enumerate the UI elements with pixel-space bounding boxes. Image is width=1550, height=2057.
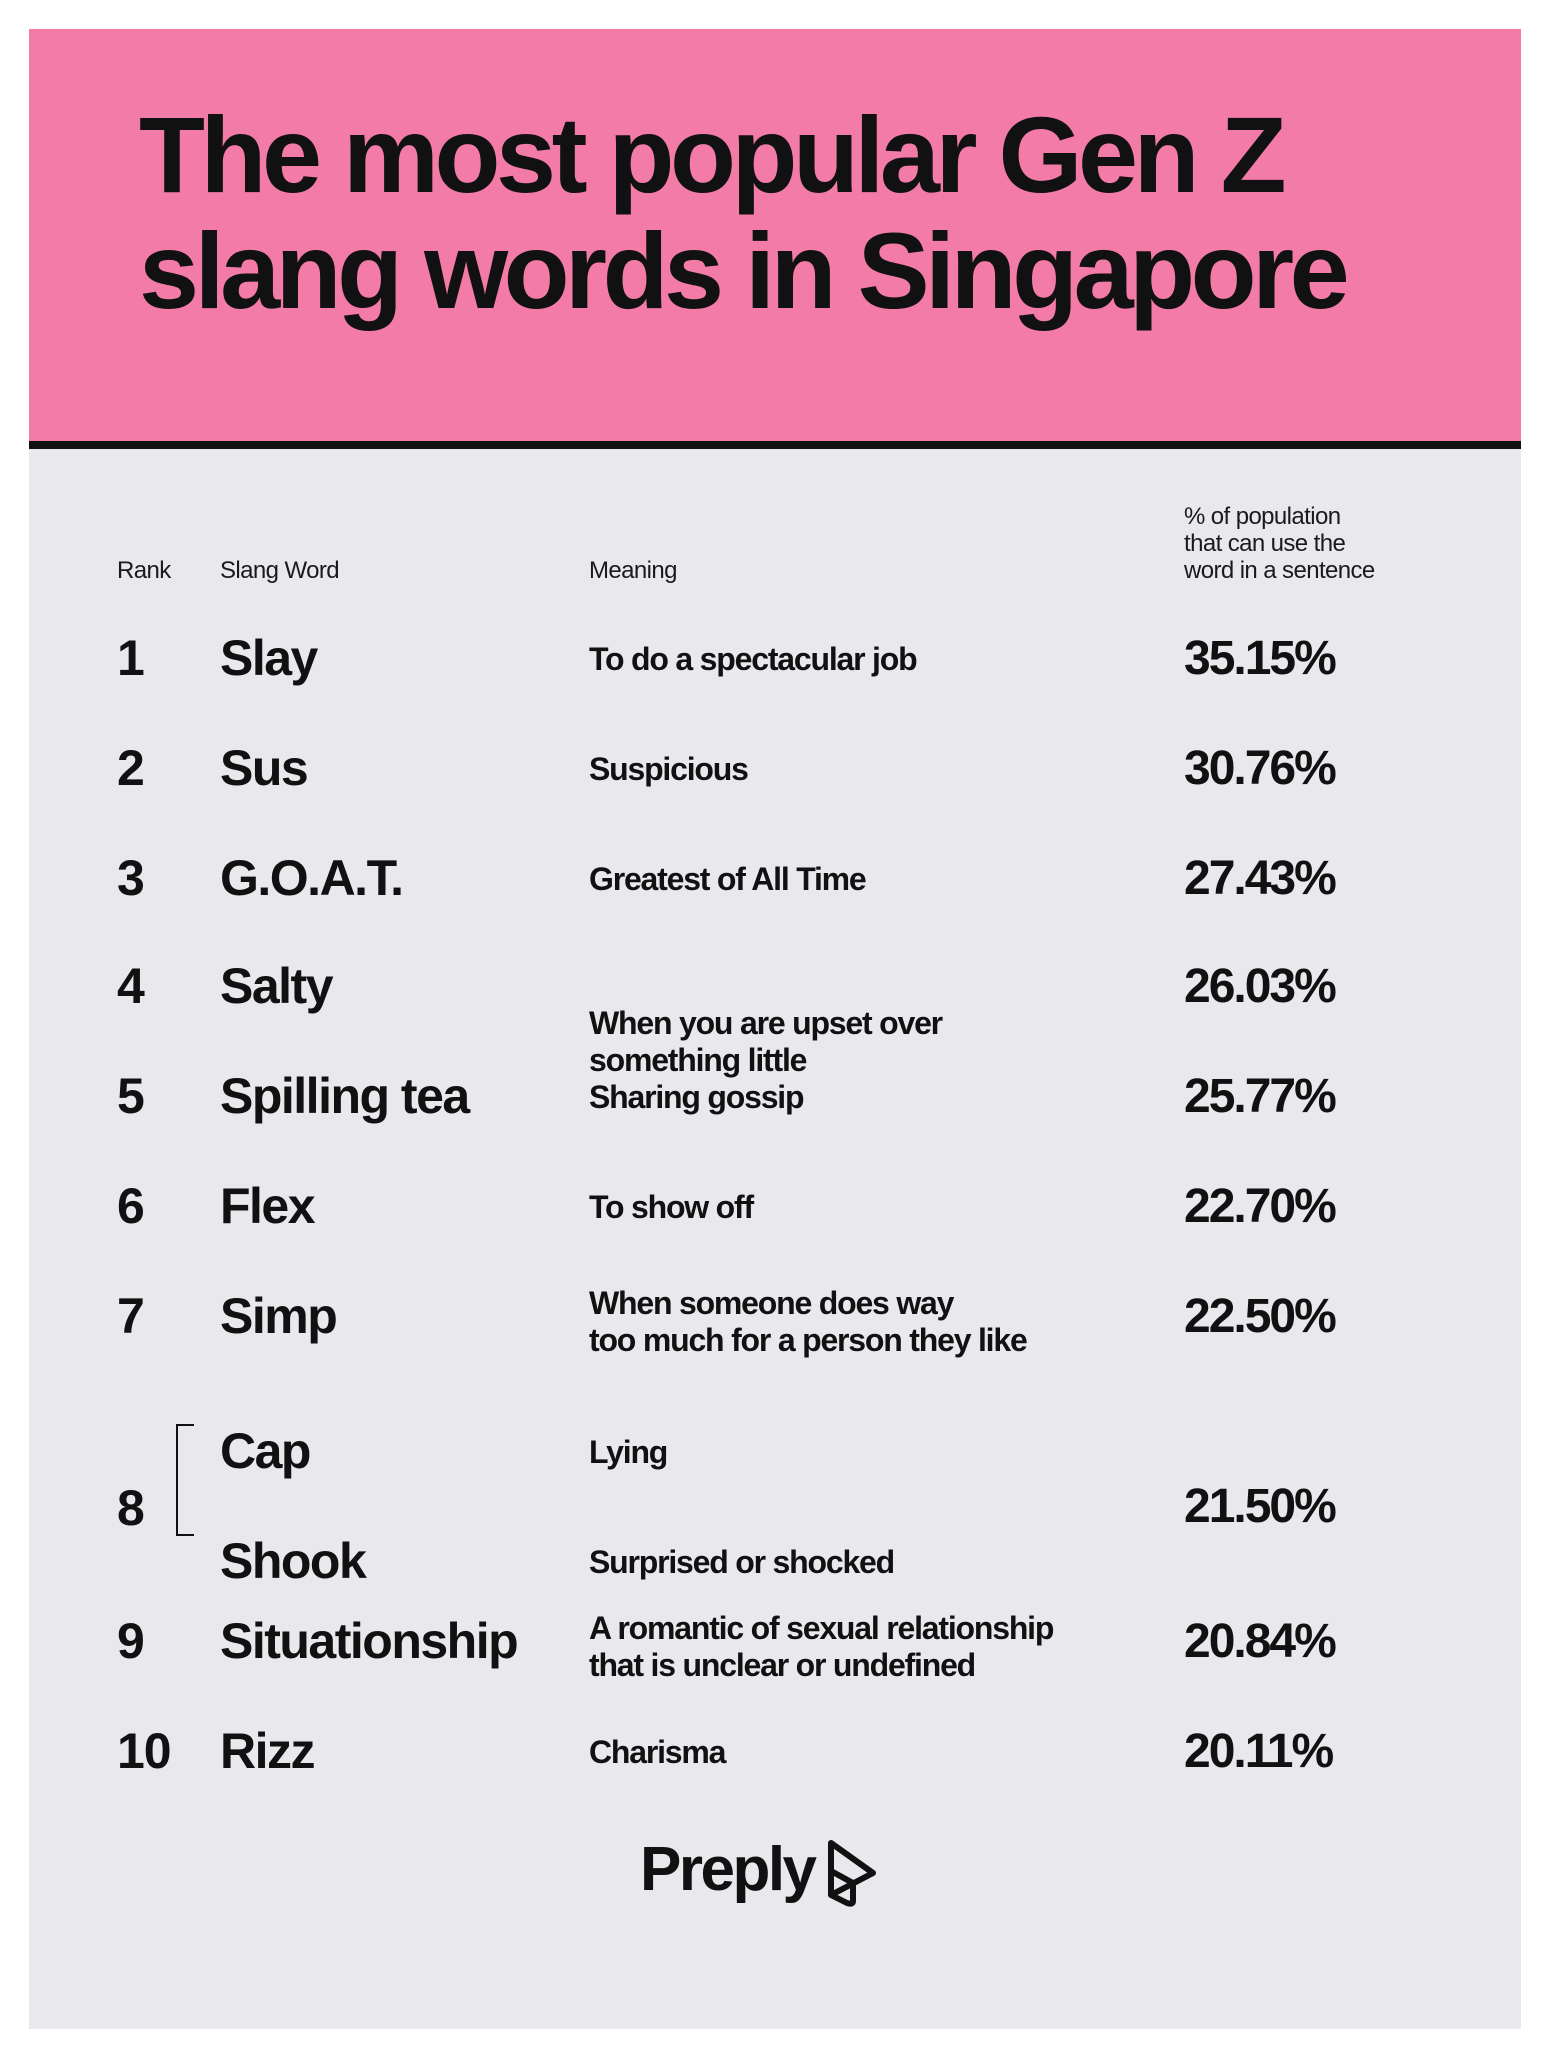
header-percent-line-3: word in a sentence xyxy=(1184,557,1375,584)
title-banner xyxy=(29,29,1521,441)
percent-cell: 25.77% xyxy=(1184,1070,1335,1123)
header-percent xyxy=(1184,503,1375,584)
meaning-cell xyxy=(589,1189,753,1226)
percent-cell: 27.43% xyxy=(1184,852,1335,905)
meaning-cell xyxy=(589,1079,803,1116)
slang-word-cell: Salty xyxy=(220,958,333,1014)
preply-logo-icon xyxy=(823,1837,881,1907)
slang-word-cell: G.O.A.T. xyxy=(220,850,403,906)
percent-cell: 26.03% xyxy=(1184,960,1335,1013)
slang-word-cell: Simp xyxy=(220,1288,337,1344)
slang-word-cell: Sus xyxy=(220,740,308,796)
meaning-cell xyxy=(589,1544,894,1581)
preply-logo xyxy=(640,1829,881,1909)
meaning-cell xyxy=(589,1434,667,1471)
meaning-cell xyxy=(589,1734,725,1771)
rank-cell: 7 xyxy=(117,1288,144,1344)
slang-word-cell: Situationship xyxy=(220,1613,518,1669)
rank-8-bracket xyxy=(176,1424,194,1536)
slang-word-cell: Rizz xyxy=(220,1723,314,1779)
meaning-line: To show off xyxy=(589,1189,753,1225)
meaning-line: Sharing gossip xyxy=(589,1079,804,1115)
header-meaning: Meaning xyxy=(589,557,677,584)
percent-cell: 21.50% xyxy=(1184,1480,1335,1533)
meaning-line: Greatest of All Time xyxy=(589,861,866,897)
slang-word-cell: Cap xyxy=(220,1423,310,1479)
meaning-cell xyxy=(589,861,866,898)
slang-word-cell: Slay xyxy=(220,630,317,686)
title-line-1: The most popular Gen Z xyxy=(139,94,1283,215)
banner-divider xyxy=(29,441,1521,449)
title-line-2: slang words in Singapore xyxy=(139,210,1346,331)
header-slang-word: Slang Word xyxy=(220,557,339,584)
meaning-line: When you are upset over xyxy=(589,1005,942,1041)
rank-cell: 2 xyxy=(117,740,144,796)
rank-cell: 8 xyxy=(117,1480,144,1536)
page-title xyxy=(139,94,1499,331)
meaning-cell xyxy=(589,641,916,678)
slang-word-cell: Shook xyxy=(220,1533,366,1589)
rank-cell: 6 xyxy=(117,1178,144,1234)
percent-cell: 20.84% xyxy=(1184,1615,1335,1668)
meaning-line: To do a spectacular job xyxy=(589,641,917,677)
percent-cell: 35.15% xyxy=(1184,632,1335,685)
meaning-line: Lying xyxy=(589,1434,668,1470)
meaning-line: Charisma xyxy=(589,1734,726,1770)
rank-cell: 10 xyxy=(117,1723,171,1779)
percent-cell: 20.11% xyxy=(1184,1725,1333,1778)
percent-cell: 22.50% xyxy=(1184,1290,1335,1343)
meaning-cell xyxy=(589,1610,1053,1684)
meaning-cell xyxy=(589,751,748,788)
meaning-line: that is unclear or undefined xyxy=(589,1647,976,1683)
rank-cell: 9 xyxy=(117,1613,144,1669)
header-percent-line-2: that can use the xyxy=(1184,530,1346,557)
meaning-line: When someone does way xyxy=(589,1285,954,1321)
header-percent-line-1: % of population xyxy=(1184,503,1341,530)
percent-cell: 22.70% xyxy=(1184,1180,1335,1233)
meaning-line: A romantic of sexual relationship xyxy=(589,1610,1054,1646)
infographic-card xyxy=(29,29,1521,2029)
rank-cell: 3 xyxy=(117,850,144,906)
rank-cell: 4 xyxy=(117,958,144,1014)
slang-word-cell: Spilling tea xyxy=(220,1068,469,1124)
logo-wordmark: Preply xyxy=(640,1834,815,1904)
rank-cell: 5 xyxy=(117,1068,144,1124)
meaning-line: too much for a person they like xyxy=(589,1322,1027,1358)
rank-cell: 1 xyxy=(117,630,144,686)
percent-cell: 30.76% xyxy=(1184,742,1335,795)
slang-word-cell: Flex xyxy=(220,1178,315,1234)
meaning-line: Surprised or shocked xyxy=(589,1544,894,1580)
meaning-line: something little xyxy=(589,1042,807,1078)
meaning-cell xyxy=(589,1285,1027,1359)
meaning-cell xyxy=(589,1005,942,1079)
meaning-line: Suspicious xyxy=(589,751,748,787)
header-rank: Rank xyxy=(117,557,171,584)
